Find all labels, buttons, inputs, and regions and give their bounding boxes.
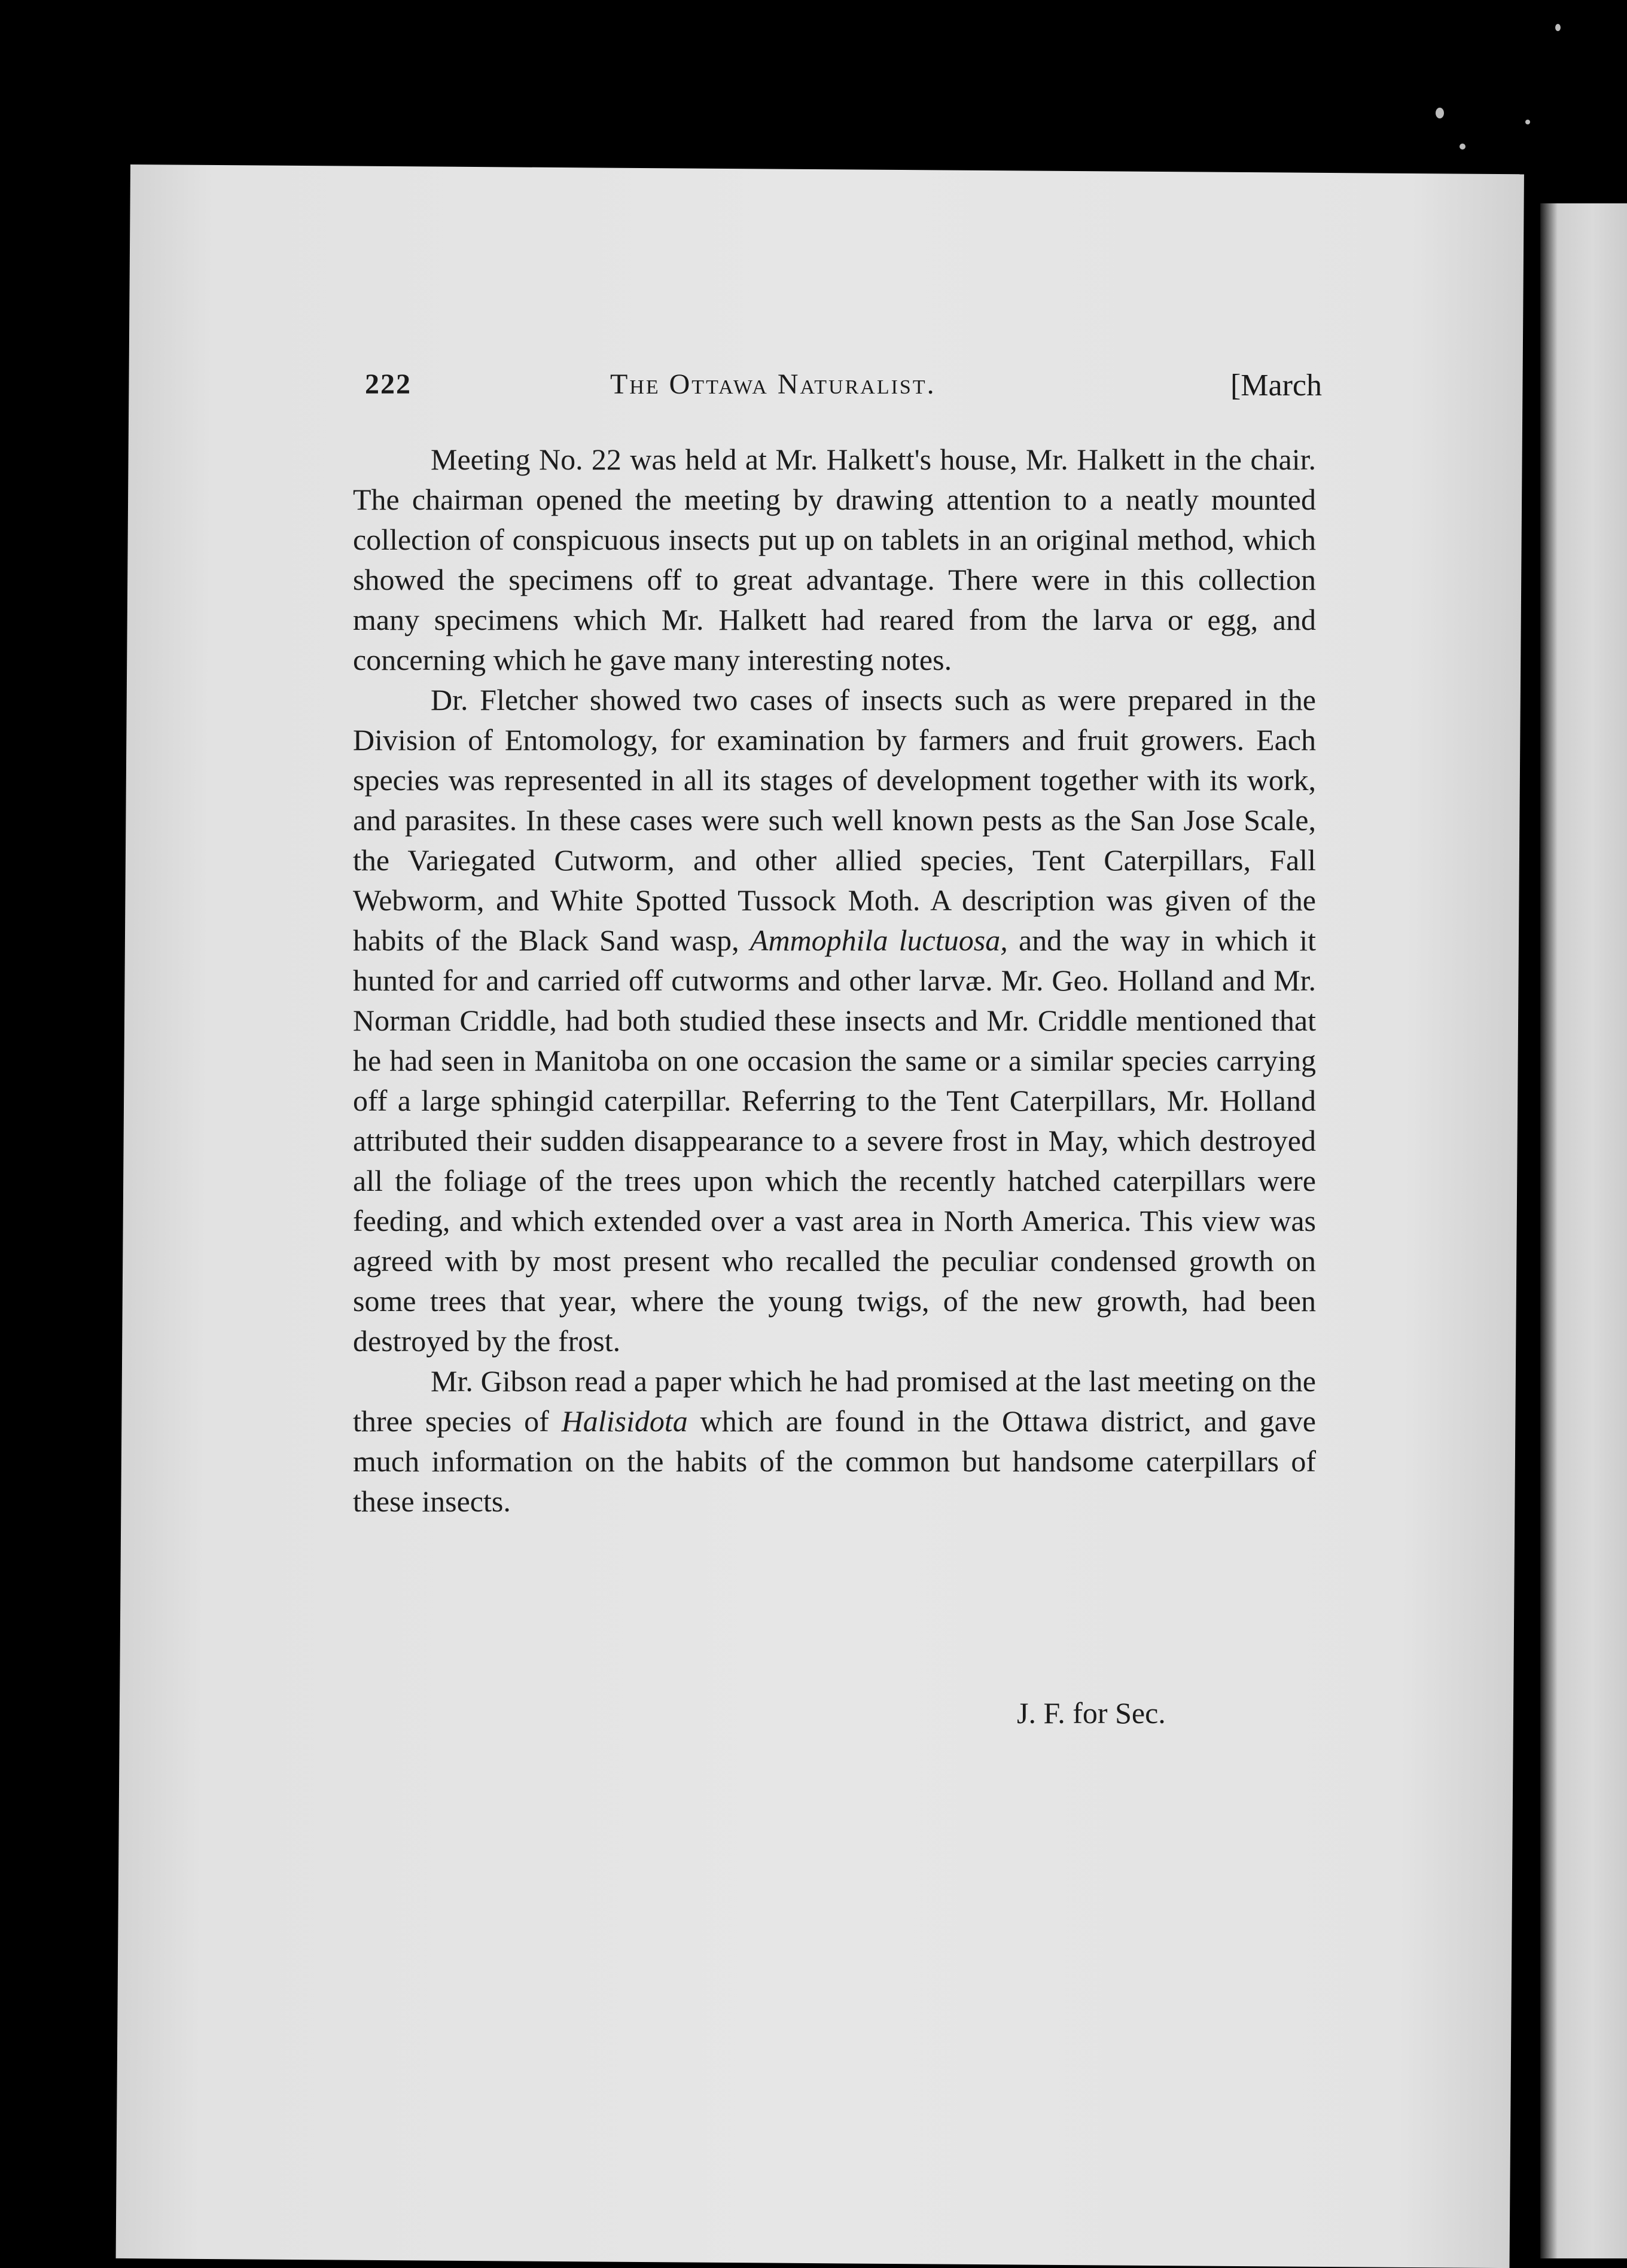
dust-speck	[1555, 24, 1561, 31]
signature: J. F. for Sec.	[1017, 1696, 1166, 1730]
paragraph-text: Dr. Fletcher showed two cases of insects such as were prepared in the Division of Entomology, for examination by farmers and fruit growers. Each species was represented in all its stages of development together with its work, and parasites. In these cases were such well known pests as the San Jose Scale, the Variegated Cutworm, and other allied species, Tent Caterpillars, Fall Webworm, and White Spotted Tussock Moth. A description was given of the habits of the Black Sand wasp,	[353, 683, 1316, 957]
facing-page-edge	[1540, 203, 1627, 2258]
paragraph-text: which are found in the Ottawa district, and gave much information on the habits of the common but handsome caterpillars of these insects.	[353, 1404, 1316, 1518]
journal-title: The Ottawa Naturalist.	[610, 368, 936, 400]
paragraph-gibson	[353, 1361, 1316, 1522]
dust-speck	[1460, 144, 1465, 150]
issue-month: [March	[1230, 368, 1322, 403]
dust-speck	[1525, 120, 1530, 124]
dust-speck	[1436, 108, 1444, 118]
running-head	[365, 368, 1322, 416]
species-name-ammophila: Ammophila luctuosa,	[749, 923, 1008, 957]
body-text	[353, 440, 1316, 1522]
paragraph-text: Meeting No. 22 was held at Mr. Halkett's house, Mr. Halkett in the chair. The chairman opened the meeting by drawing attention to a neatly mounted collection of conspicuous insects put up on tablets in an original method, which showed the specimens off to great advantage. There were in this collection many specimens which Mr. Halkett had reared from the larva or egg, and concerning which he gave many interesting notes.	[353, 443, 1316, 676]
paragraph-meeting-22	[353, 440, 1316, 680]
page-number: 222	[365, 368, 412, 400]
paragraph-text: Mr. Gibson read a paper which he had promised at the last meeting on the three species of	[353, 1364, 1316, 1438]
paragraph-fletcher	[353, 680, 1316, 1361]
species-name-halisidota: Halisidota	[561, 1404, 688, 1438]
paragraph-text: and the way in which it hunted for and carried off cutworms and other larvæ. Mr. Geo. Holland and Mr. Norman Criddle, had both studied these insects and Mr. Criddle mentioned that he had seen in Manitoba on one occasion the same or a similar species carrying off a large sphingid caterpillar. Referring to the Tent Caterpillars, Mr. Holland attributed their sudden disappearance to a severe frost in May, which destroyed all the foliage of the trees upon which the recently hatched caterpillars were feeding, and which extended over a vast area in North America. This view was agreed with by most present who recalled the peculiar condensed growth on some trees that year, where the young twigs, of the new growth, had been destroyed by the frost.	[353, 923, 1316, 1358]
